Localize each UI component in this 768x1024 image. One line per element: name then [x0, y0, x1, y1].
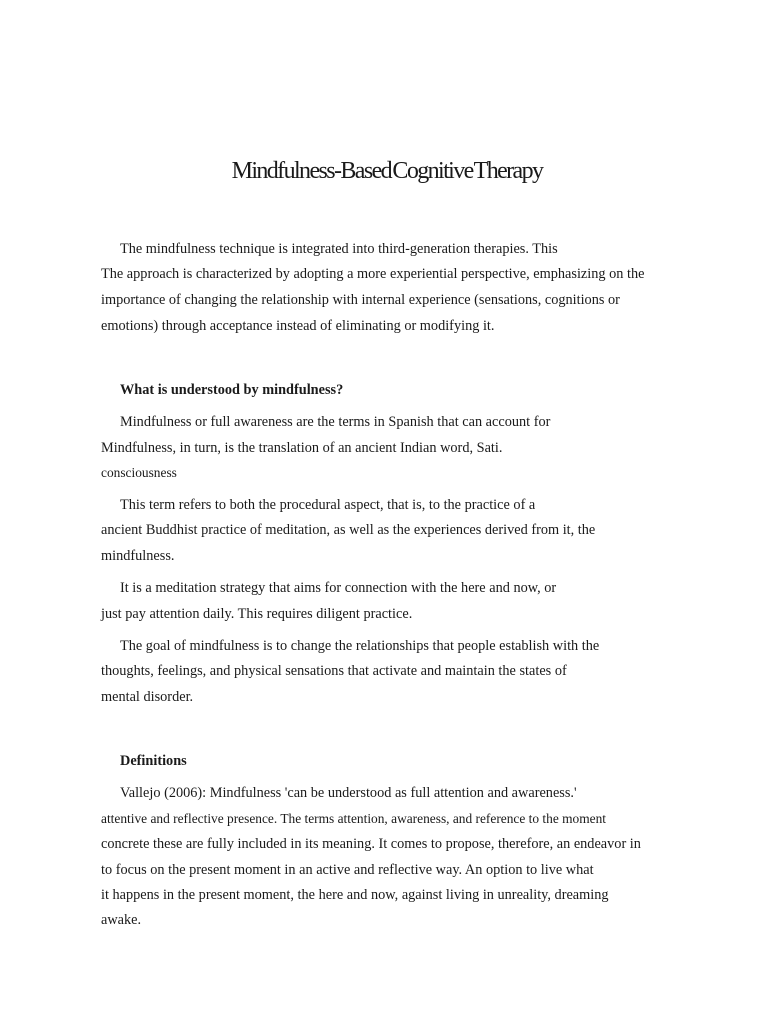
intro-line: importance of changing the relationship with internal experience (sensations, cognitions or — [101, 292, 620, 308]
paragraph-line: Vallejo (2006): Mindfulness 'can be understood as full attention and awareness.' — [120, 785, 577, 801]
paragraph-line: just pay attention daily. This requires diligent practice. — [101, 606, 413, 622]
paragraph-line: mental disorder. — [101, 689, 194, 705]
paragraph-line: to focus on the present moment in an active and reflective way. An option to live what — [101, 862, 594, 878]
paragraph-line: The goal of mindfulness is to change the relationships that people establish with the — [120, 638, 600, 654]
document-title: Mindfulness-Based Cognitive Therapy — [231, 158, 543, 184]
paragraph-line: awake. — [101, 912, 142, 928]
intro-line: emotions) through acceptance instead of eliminating or modifying it. — [101, 318, 495, 334]
intro-line: The approach is characterized by adopting a more experiential perspective, emphasizing on the — [101, 266, 645, 282]
intro-line: The mindfulness technique is integrated into third-generation therapies. This — [120, 241, 558, 257]
paragraph-line: concrete these are fully included in its meaning. It comes to propose, therefore, an endeavor in — [101, 836, 641, 852]
paragraph-line: thoughts, feelings, and physical sensations that activate and maintain the states of — [101, 663, 567, 679]
paragraph-line: consciousness — [101, 465, 177, 480]
paragraph-line: Mindfulness or full awareness are the terms in Spanish that can account for — [120, 414, 551, 430]
paragraph-line: it happens in the present moment, the here and now, against living in unreality, dreaming — [101, 887, 609, 903]
section-heading: What is understood by mindfulness? — [120, 382, 344, 398]
paragraph-line: It is a meditation strategy that aims for connection with the here and now, or — [120, 580, 557, 596]
paragraph-line: ancient Buddhist practice of meditation, as well as the experiences derived from it, the — [101, 522, 596, 538]
paragraph-line: mindfulness. — [101, 548, 175, 564]
paragraph-line: attentive and reflective presence. The terms attention, awareness, and reference to the moment — [101, 811, 607, 826]
paragraph-line: This term refers to both the procedural aspect, that is, to the practice of a — [120, 497, 536, 513]
section-heading: Definitions — [120, 753, 187, 769]
paragraph-line: Mindfulness, in turn, is the translation of an ancient Indian word, Sati. — [101, 440, 503, 456]
